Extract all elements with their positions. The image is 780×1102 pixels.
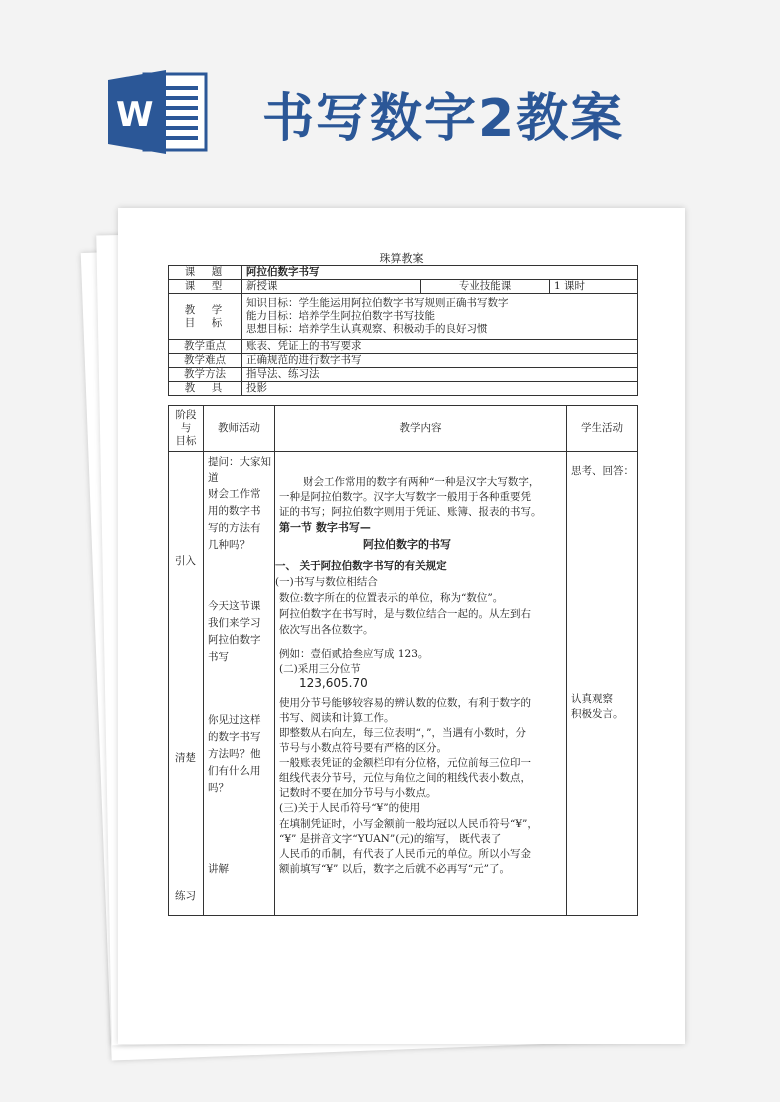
teacher-line: 吗？ [208,782,229,794]
stage-clear: 清楚 [175,752,196,764]
key-value: 账表、凭证上的书写要求 [242,340,638,354]
teacher-activity-cell [204,452,275,916]
teacher-line: 你见过这样 [208,714,261,726]
stage-cell [169,452,204,916]
tools-label: 教 具 [169,382,242,396]
section-subtitle: 阿拉伯数字的书写 [363,538,451,551]
teaching-content-cell [275,452,567,916]
content-line: 使用分节号能够较容易的辨认数的位数，有利于数字的 [279,697,531,709]
content-line: “¥” 是拼音文字“YUAN”(元)的缩写， 既代表了 [279,833,502,845]
tools-value: 投影 [242,382,638,396]
course-label: 课 题 [169,266,242,280]
key-label: 教学重点 [169,340,242,354]
lesson-info-table [168,265,638,396]
teacher-line: 讲解 [208,863,229,875]
goal-knowledge: 知识目标：学生能运用阿拉伯数字书写规则正确书写数字 [246,297,509,309]
example-number: 123,605.70 [299,676,368,690]
teacher-line: 书写 [208,651,229,663]
content-line: 即整数从右向左，每三位表明“，”，当遇有小数时，分 [279,727,526,739]
method-value: 指导法、练习法 [242,368,638,382]
hours-value: 1 课时 [550,280,638,294]
goal-attitude: 思想目标：培养学生认真观察、积极动手的良好习惯 [246,323,488,335]
teacher-header: 教师活动 [204,406,275,452]
content-line: 额前填写“¥” 以后，数字之后就不必再写“元”了。 [279,863,510,875]
student-line: 积极发言。 [571,708,624,720]
rule-heading: 一、 关于阿拉伯数字书写的有关规定 [275,560,447,572]
teacher-line: 财会工作常 [208,488,261,500]
lesson-process-table [168,405,638,916]
content-line: (一)书写与数位相结合 [275,576,378,588]
page-title: 书写数字2教案 [262,89,625,149]
content-line: 组线代表分节号，元位与角位之间的粗线代表小数点， [279,772,531,784]
goals-label: 教 学 目 标 [169,294,242,340]
stage-intro: 引入 [175,555,196,567]
course-value: 阿拉伯数字书写 [242,266,638,280]
goals-cell [242,294,638,340]
student-header: 学生活动 [567,406,638,452]
type-value: 新授课 [242,280,421,294]
type-label: 课 型 [169,280,242,294]
teacher-line: 我们来学习 [208,617,261,629]
content-line: 节号与小数点符号要有严格的区分。 [279,742,447,754]
content-line: 财会工作常用的数字有两种“一种是汉字大写数字， [303,476,540,488]
content-line: 数位:数字所在的位置表示的单位，称为“数位”。 [279,592,504,604]
content-line: 依次写出各位数字。 [279,624,374,636]
page-header [0,0,780,190]
content-line: 人民币的币制，有代表了人民币元的单位。所以小写金 [279,848,531,860]
svg-text:W: W [116,95,154,135]
content-line: 记数时不要在加分节号与小数点。 [279,787,437,799]
teacher-line: 阿拉伯数字 [208,634,261,646]
difficulty-label: 教学难点 [169,354,242,368]
teacher-line: 们有什么用 [208,765,261,777]
content-line: 例如：壹佰贰拾叁应写成 123。 [279,648,429,660]
stage-practice: 练习 [175,890,196,902]
content-line: (三)关于人民币符号“¥”的使用 [279,802,421,814]
content-line: 一种是阿拉伯数字。汉字大写数字一般用于各种重要凭 [279,491,531,503]
content-line: 在填制凭证时，小写金额前一般均冠以人民币符号“¥”， [279,818,538,830]
stage-header: 阶段 与 目标 [169,406,204,452]
student-line: 认真观察 [571,693,613,705]
content-line: 书写、阅读和计算工作。 [279,712,395,724]
teacher-line: 写的方法有 [208,522,261,534]
teacher-line: 道 [208,472,219,484]
method-label: 教学方法 [169,368,242,382]
doc-heading: 珠算教案 [379,252,424,265]
content-line: 证的书写；阿拉伯数字则用于凭证、账簿、报表的书写。 [279,506,542,518]
subject-value: 专业技能课 [421,280,550,294]
teacher-line: 今天这节课 [208,600,261,612]
teacher-line: 提问：大家知 [208,456,271,468]
teacher-line: 用的数字书 [208,505,261,517]
student-activity-cell [567,452,638,916]
content-line: (二)采用三分位节 [279,663,361,675]
content-line: 阿拉伯数字在书写时，是与数位结合一起的。从左到右 [279,608,531,620]
goal-ability: 能力目标：培养学生阿拉伯数字书写技能 [246,310,435,322]
teacher-line: 的数字书写 [208,731,261,743]
word-document-icon [108,70,210,154]
content-line: 一般账表凭证的金额栏印有分位格，元位前每三位印一 [279,757,531,769]
section-title: 第一节 数字书写— [279,521,371,534]
teacher-line: 几种吗？ [208,539,250,551]
student-line: 思考、回答： [571,465,634,477]
content-header: 教学内容 [275,406,567,452]
difficulty-value: 正确规范的进行数字书写 [242,354,638,368]
teacher-line: 方法吗？他 [208,748,261,760]
